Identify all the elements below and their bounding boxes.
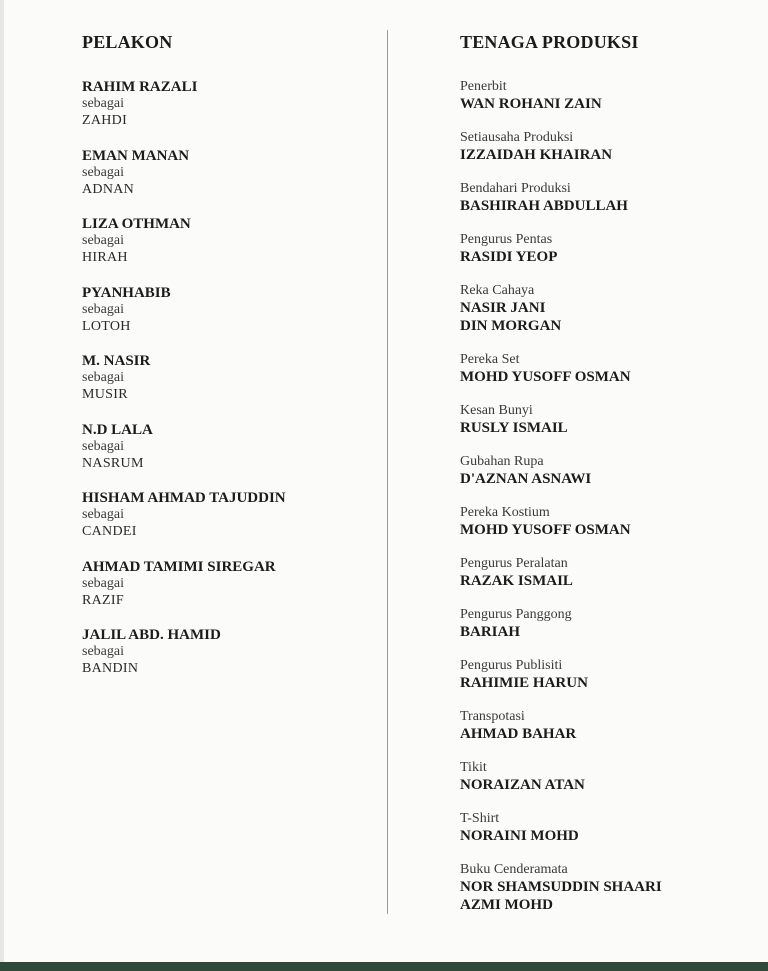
crew-member-name: NORAIZAN ATAN [460, 777, 585, 793]
crew-member-name: NORAINI MOHD [460, 828, 579, 844]
cast-entry [82, 215, 378, 284]
crew-role: Pengurus Pentas [460, 232, 553, 247]
cast-member-sebagai: sebagai [82, 96, 124, 111]
crew-role: Kesan Bunyi [460, 403, 533, 418]
crew-member-name: RASIDI YEOP [460, 249, 558, 265]
cast-column [82, 30, 378, 695]
cast-member-role: RAZIF [82, 592, 124, 608]
crew-role: Pereka Kostium [460, 505, 550, 520]
crew-role: T-Shirt [460, 811, 500, 826]
crew-member-name: D'AZNAN ASNAWI [460, 471, 592, 487]
cast-member-role: ZAHDI [82, 113, 128, 128]
crew-role: Pereka Set [460, 352, 520, 367]
cast-member-role: CANDEI [82, 524, 137, 539]
crew-role: Tikit [460, 760, 487, 775]
cast-entry [82, 558, 378, 627]
crew-role: Buku Cenderamata [460, 862, 568, 877]
crew-role: Reka Cahaya [460, 283, 535, 298]
crew-member-name: AHMAD BAHAR [460, 726, 577, 742]
page-edge [0, 0, 4, 971]
crew-role: Transpotasi [460, 709, 525, 724]
crew-entry [460, 351, 760, 386]
crew-entry [460, 129, 760, 164]
cast-member-name: HISHAM AHMAD TAJUDDIN [82, 490, 286, 506]
crew-role: Pengurus Panggong [460, 607, 572, 622]
cast-member-role: HIRAH [82, 250, 128, 265]
crew-member-name: WAN ROHANI ZAIN [460, 96, 602, 112]
cast-member-sebagai: sebagai [82, 301, 124, 317]
column-divider [387, 30, 388, 914]
cast-member-role: MUSIR [82, 387, 128, 402]
crew-role: Gubahan Rupa [460, 454, 544, 469]
cast-member-role: BANDIN [82, 661, 139, 676]
crew-member-name: RAZAK ISMAIL [460, 573, 573, 589]
cast-entry [82, 421, 378, 490]
crew-entry [460, 759, 760, 794]
cast-member-name: PYANHABIB [82, 284, 171, 301]
cast-member-name: RAHIM RAZALI [82, 79, 198, 95]
cast-member-role: NASRUM [82, 455, 144, 471]
crew-role: Bendahari Produksi [460, 181, 571, 196]
crew-member-name: MOHD YUSOFF OSMAN [460, 369, 631, 385]
cast-member-role: LOTOH [82, 318, 131, 334]
cast-member-role: ADNAN [82, 181, 135, 197]
crew-entry [460, 453, 760, 488]
cast-heading: PELAKON [82, 32, 173, 52]
crew-member-name: RUSLY ISMAIL [460, 420, 568, 436]
crew-role: Pengurus Peralatan [460, 556, 568, 571]
crew-heading: TENAGA PRODUKSI [460, 32, 639, 52]
crew-column [460, 30, 760, 930]
cast-entry [82, 626, 378, 695]
crew-entry [460, 180, 760, 215]
crew-role: Pengurus Publisiti [460, 658, 563, 673]
crew-member-name: NASIR JANI [460, 300, 546, 316]
crew-entry [460, 555, 760, 590]
bottom-edge-strip [0, 962, 768, 971]
cast-member-sebagai: sebagai [82, 164, 124, 180]
cast-member-sebagai: sebagai [82, 644, 124, 659]
cast-entry [82, 352, 378, 421]
cast-member-name: LIZA OTHMAN [82, 216, 191, 232]
crew-member-name: RAHIMIE HARUN [460, 675, 588, 691]
crew-entry [460, 504, 760, 539]
cast-entry [82, 489, 378, 558]
cast-member-name: N.D LALA [82, 421, 153, 438]
cast-member-name: JALIL ABD. HAMID [82, 627, 221, 643]
crew-entry [460, 606, 760, 641]
crew-entry [460, 708, 760, 743]
crew-entry [460, 282, 760, 335]
cast-entry [82, 78, 378, 147]
crew-member-name: BARIAH [460, 624, 521, 640]
crew-entry [460, 810, 760, 845]
crew-member-name: BASHIRAH ABDULLAH [460, 198, 628, 214]
cast-member-sebagai: sebagai [82, 370, 124, 385]
crew-role: Penerbit [460, 79, 507, 94]
cast-member-sebagai: sebagai [82, 233, 124, 248]
crew-entry [460, 231, 760, 266]
cast-member-name: M. NASIR [82, 353, 151, 369]
crew-member-name: IZZAIDAH KHAIRAN [460, 147, 613, 163]
cast-member-name: EMAN MANAN [82, 147, 190, 164]
crew-member-name: MOHD YUSOFF OSMAN [460, 522, 631, 538]
cast-member-name: AHMAD TAMIMI SIREGAR [82, 558, 276, 575]
cast-entry [82, 284, 378, 353]
crew-list [460, 78, 760, 914]
crew-entry [460, 657, 760, 692]
crew-role: Setiausaha Produksi [460, 130, 574, 145]
crew-member-name: DIN MORGAN [460, 318, 562, 334]
crew-member-name: AZMI MOHD [460, 897, 553, 913]
cast-member-sebagai: sebagai [82, 438, 124, 454]
cast-member-sebagai: sebagai [82, 507, 124, 522]
crew-entry [460, 861, 760, 914]
cast-member-sebagai: sebagai [82, 575, 124, 591]
cast-entry [82, 147, 378, 216]
cast-list [82, 78, 378, 695]
crew-entry [460, 402, 760, 437]
crew-entry [460, 78, 760, 113]
crew-member-name: NOR SHAMSUDDIN SHAARI [460, 879, 662, 895]
